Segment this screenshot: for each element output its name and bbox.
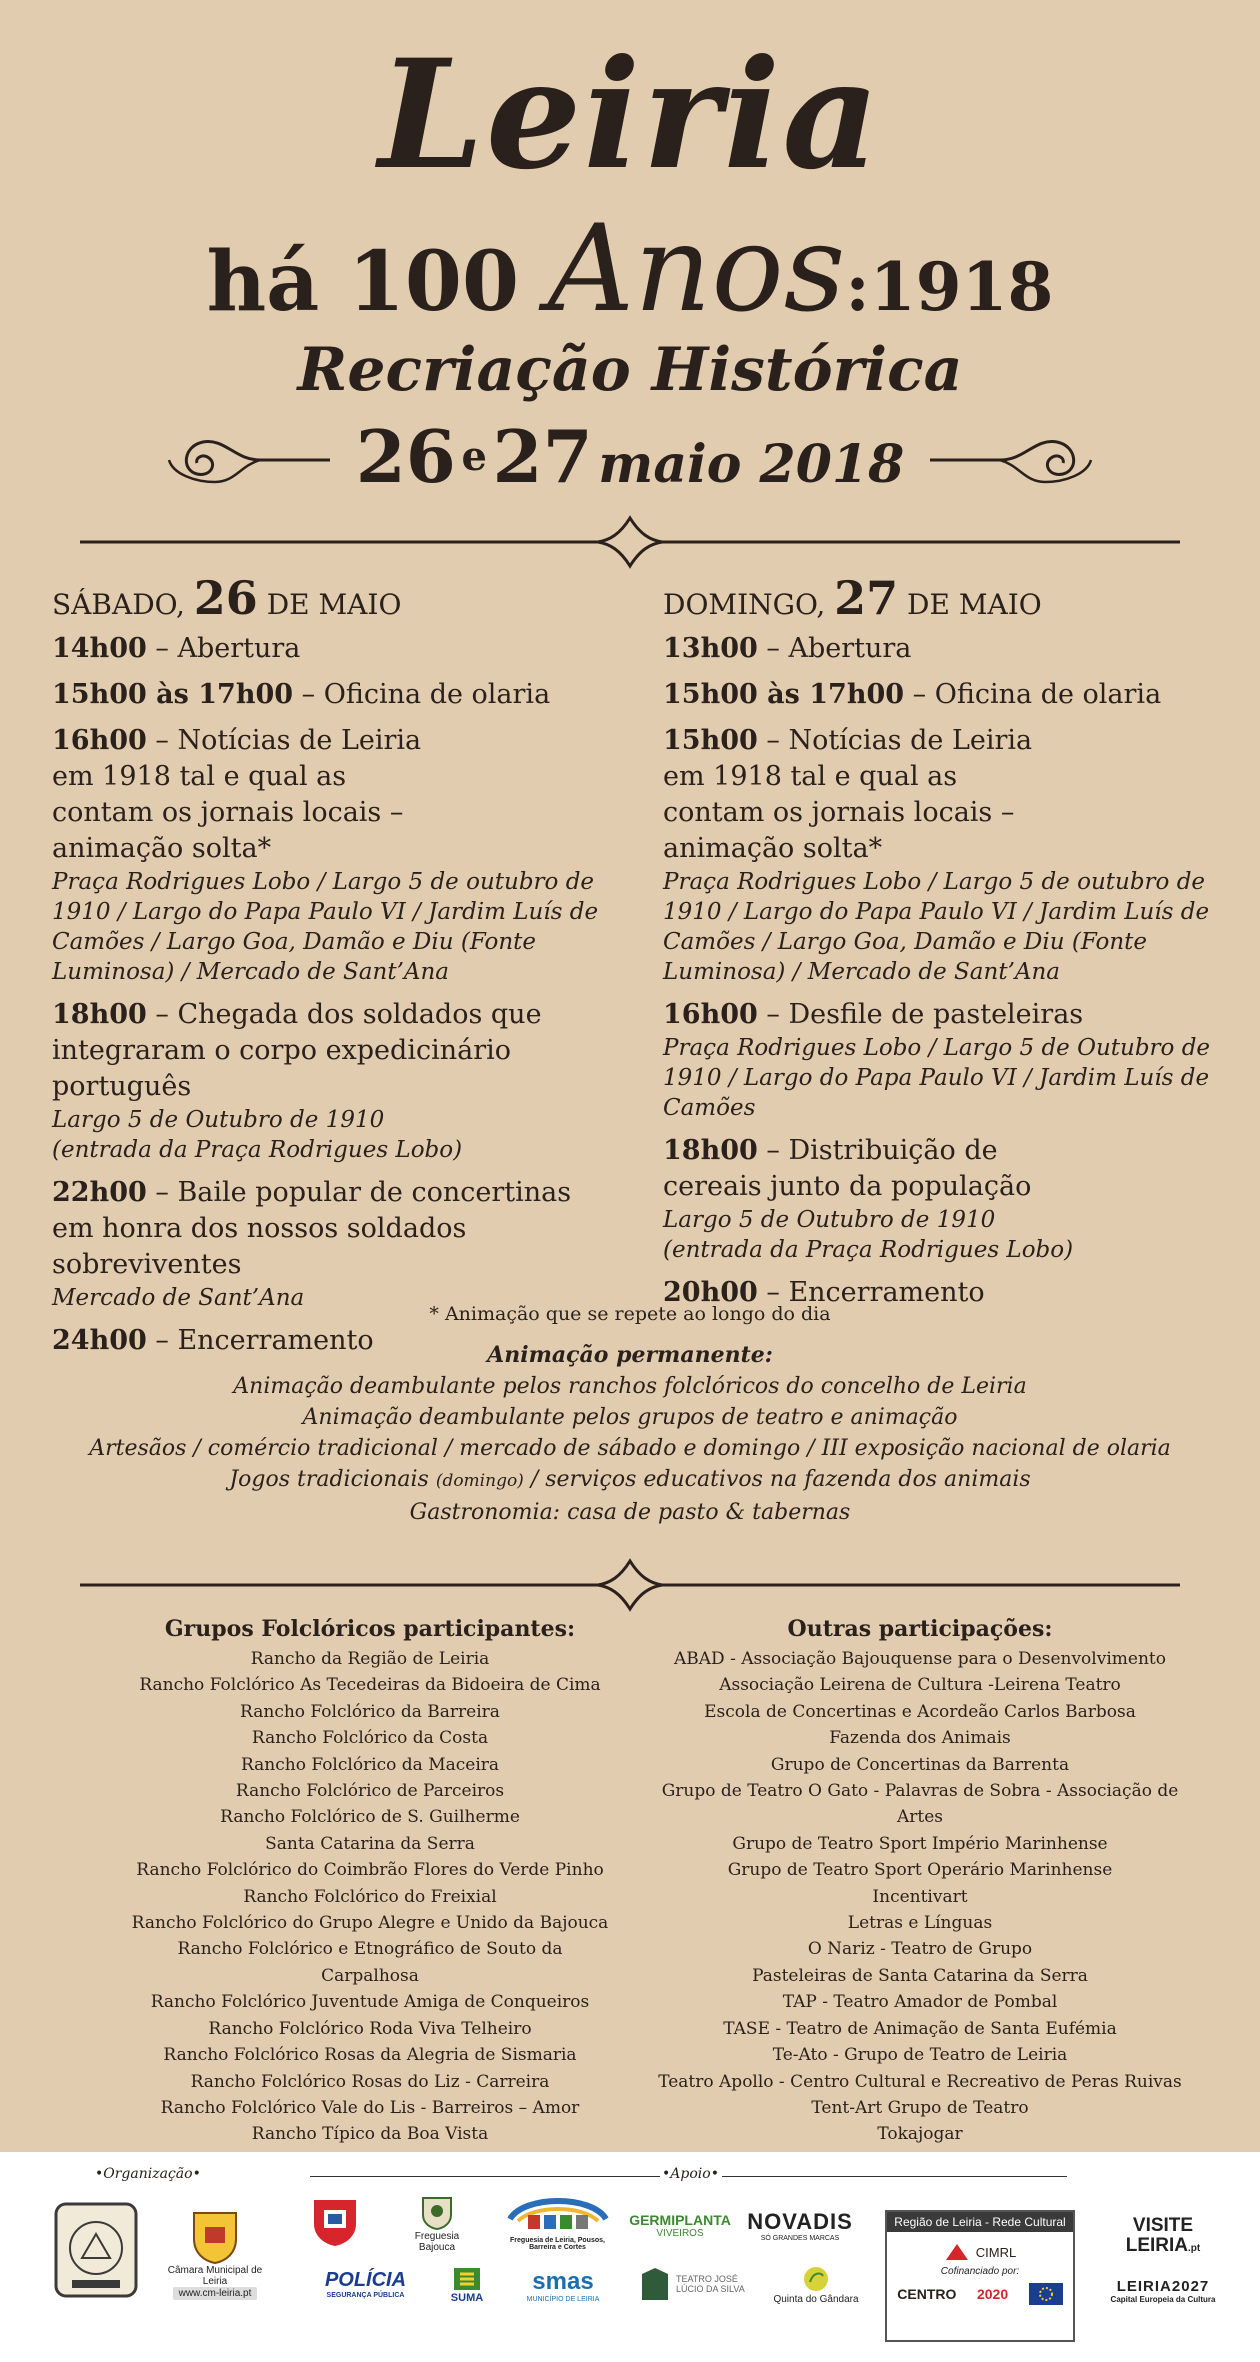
event-title: – Notícias de Leiria em 1918 tal e qual as contam os jornais locais – animação solta* [52,725,422,864]
event-time: 20h00 [663,1277,758,1308]
list-item: Teatro Apollo - Centro Cultural e Recreativo de Peras Ruivas [658,2071,1182,2092]
list-item: Santa Catarina da Serra [265,1833,475,1854]
event-location: Mercado de Sant’Ana [52,1285,305,1311]
germiplanta-logo: GERMIPLANTA VIVEIROS [629,2211,731,2239]
list-item: Tent-Art Grupo de Teatro [811,2097,1029,2118]
event-title: – Desfile de pasteleiras [757,999,1084,1030]
event-title: – Encerramento [757,1277,985,1308]
event-title: – Chegada dos soldados que integraram o corpo expedicinário português [52,999,542,1102]
date-day-2: 27 [492,414,593,499]
event-time: 18h00 [52,999,147,1030]
permanent-line: Jogos tradicionais (domingo) / serviços educativos na fazenda dos animais [229,1467,1031,1492]
eu-flag-icon [1029,2283,1063,2305]
schedule-item [52,997,612,1165]
uniao-freguesias-arc-icon [504,2191,612,2237]
folk-groups-list [130,1612,610,2148]
event-time: 18h00 [663,1135,758,1166]
saturday-suffix: DE MAIO [266,588,402,621]
organizacao-label: •Organização• [95,2166,201,2182]
sunday-suffix: DE MAIO [907,588,1042,621]
list-item: Rancho Típico da Boa Vista [251,2124,489,2145]
list-item: Rancho Folclórico Rosas do Liz - Carreira [190,2071,550,2092]
list-item: Tokajogar [877,2124,963,2145]
quinta-gandara-logo: Quinta do Gândara [770,2256,862,2312]
list-item: Grupo de Teatro Sport Império Marinhense [732,1833,1108,1854]
schedule-item [52,631,612,667]
sunday-day: 27 [834,571,899,625]
event-location: Largo 5 de Outubro de 1910 (entrada da Praça Rodrigues Lobo) [52,1107,463,1163]
other-participants-list [640,1612,1200,2148]
event-title: – Distribuição de cereais junto da população [663,1135,1032,1202]
title-year: :1918 [845,248,1054,326]
event-title: – Notícias de Leiria em 1918 tal e qual as contam os jornais locais – animação solta* [663,725,1033,864]
date-and: e [461,433,487,480]
list-item: Rancho Folclórico e Etnográfico de Souto da Carpalhosa [177,1939,563,1986]
uniao-freguesias-logo: Freguesia de Leiria, Pousos, Barreira e Cortes [500,2188,615,2254]
event-title: – Encerramento [146,1325,374,1356]
event-time: 13h00 [663,633,758,664]
teatro-building-icon [640,2266,670,2302]
schedule-item [663,997,1223,1123]
list-item: Incentivart [872,1886,968,1907]
saturday-heading [52,571,612,627]
event-time: 15h00 às 17h00 [52,679,294,710]
policia-logo: POLÍCIA SEGURANÇA PÚBLICA [324,2269,407,2299]
list-item: Grupo de Teatro Sport Operário Marinhense [727,1860,1113,1881]
event-time: 14h00 [52,633,147,664]
list-item: Rancho Folclórico Rosas da Alegria de Sismaria [163,2045,577,2066]
portugal-2020-logo: 2020 [976,2286,1009,2302]
freguesia-bajouca-logo: Freguesia Bajouca [396,2192,478,2256]
list-item: Fazenda dos Animais [829,1728,1011,1749]
event-location: Praça Rodrigues Lobo / Largo 5 de outubro de 1910 / Largo do Papa Paulo VI / Jardim Luís de Camões / Largo Goa, Damão e Diu (Fonte Luminosa) / Mercado de Sant’Ana [52,869,599,985]
list-item: Letras e Línguas [847,1913,993,1934]
title-anos: Anos [547,200,846,339]
schedule-item [663,1133,1223,1265]
camara-municipal-logo: Câmara Municipal de Leiria www.cm-leiria.pt [160,2202,270,2307]
apoio-label: •Apoio• [662,2166,719,2182]
sunday-column [663,571,1223,1321]
date-month-year: maio 2018 [598,434,905,495]
sunday-heading [663,571,1223,627]
schedule-item [663,723,1223,987]
event-location: Praça Rodrigues Lobo / Largo 5 de Outubro de 1910 / Largo do Papa Paulo VI / Jardim Luís de Camões [663,1035,1211,1121]
list-item: Rancho Folclórico As Tecedeiras da Bidoeira de Cima [139,1675,601,1696]
permanent-animation [0,1340,1260,1528]
divider-diamond-bottom [80,1555,1180,1615]
apoio-line-left [310,2176,660,2177]
coat-of-arms-icon [188,2209,242,2265]
saturday-day: 26 [193,571,258,625]
event-dates [0,412,1260,522]
date-day-1: 26 [355,414,456,499]
historical-seal-logo [52,2200,140,2300]
regiao-leiria-box: Região de Leiria - Rede Cultural CIMRL Cofinanciado por: CENTRO 2020 [885,2210,1075,2342]
leiria-shield-logo [310,2196,360,2248]
quinta-leaf-icon [801,2264,831,2294]
permanent-heading: Animação permanente: [487,1342,773,1368]
title-leiria: Leiria [378,27,882,203]
event-title: – Abertura [146,633,301,664]
saturday-column [52,571,612,1369]
title-recriacao: Recriação Histórica [297,335,963,405]
event-title: – Oficina de olaria [904,679,1162,710]
list-item: Grupo de Concertinas da Barrenta [770,1754,1070,1775]
teatro-jose-lucio-logo: TEATRO JOSÉ LÚCIO DA SILVA [636,2262,752,2306]
event-time: 22h00 [52,1177,147,1208]
sponsors-footer [0,2152,1260,2362]
list-item: TASE - Teatro de Animação de Santa Eufémia [723,2018,1117,2039]
event-time: 16h00 [663,999,758,1030]
event-location: Largo 5 de Outubro de 1910 (entrada da Praça Rodrigues Lobo) [663,1207,1074,1263]
list-item: Pasteleiras de Santa Catarina da Serra [752,1965,1088,1986]
bajouca-shield-icon [420,2195,454,2231]
list-item: Associação Leirena de Cultura -Leirena Teatro [719,1675,1121,1696]
event-time: 24h00 [52,1325,147,1356]
list-item: TAP - Teatro Amador de Pombal [782,1992,1058,2013]
divider-diamond-top [80,512,1180,572]
saturday-prefix: SÁBADO, [52,588,185,621]
list-item: Rancho da Região de Leiria [250,1649,490,1669]
smas-logo: smas MUNICÍPIO DE LEIRIA [526,2267,600,2303]
event-time: 15h00 às 17h00 [663,679,905,710]
list-item: Rancho Folclórico do Grupo Alegre e Unido da Bajouca [131,1913,609,1934]
leiria-2027-logo: LEIRIA2027 Capital Europeia da Cultura [1110,2278,1216,2304]
repeat-note: * Animação que se repete ao longo do dia [429,1303,831,1325]
visite-leiria-logo: VISITE LEIRIA.pt [1125,2214,1201,2256]
suma-icon [452,2266,482,2292]
list-item: Rancho Folclórico Juventude Amiga de Conqueiros [150,1992,590,2013]
permanent-line: Animação deambulante pelos ranchos folclóricos do concelho de Leiria [233,1374,1027,1399]
other-participants-heading: Outras participações: [787,1616,1053,1642]
event-time: 16h00 [52,725,147,756]
title-ha-100: há 100 [206,234,520,330]
event-title: – Abertura [757,633,912,664]
apoio-line-right [722,2176,1067,2177]
schedule-item [52,723,612,987]
event-title: – Oficina de olaria [293,679,551,710]
list-item: Rancho Folclórico do Freixial [243,1886,497,1907]
permanent-line: Artesãos / comércio tradicional / mercado de sábado e domingo / III exposição nacional de olaria [89,1436,1171,1461]
permanent-line: Gastronomia: casa de pasto & tabernas [409,1500,851,1525]
list-item: Rancho Folclórico da Barreira [240,1701,500,1722]
list-item: Rancho Folclórico da Costa [251,1728,489,1749]
list-item: Escola de Concertinas e Acordeão Carlos Barbosa [704,1701,1136,1722]
centro-logo: CENTRO [897,2286,957,2302]
list-item: Grupo de Teatro O Gato - Palavras de Sobra - Associação de Artes [661,1781,1179,1828]
novadis-logo: NOVADIS SÓ GRANDES MARCAS [747,2208,853,2242]
title-line2 [0,200,1260,339]
cimrl-icon [944,2242,970,2262]
list-item: Rancho Folclórico de S. Guilherme [220,1807,520,1828]
schedule-item [52,677,612,713]
folk-groups-heading: Grupos Folclóricos participantes: [164,1616,576,1642]
list-item: Rancho Folclórico da Maceira [240,1754,500,1775]
permanent-line: Animação deambulante pelos grupos de teatro e animação [302,1405,958,1430]
schedule-item [663,631,1223,667]
schedule-item [52,1175,612,1313]
event-time: 15h00 [663,725,758,756]
list-item: Rancho Folclórico Roda Viva Telheiro [208,2018,532,2039]
suma-logo: SUMA [440,2260,494,2310]
list-item: Te-Ato - Grupo de Teatro de Leiria [772,2045,1068,2066]
list-item: Rancho Folclórico Vale do Lis - Barreiros – Amor [160,2097,580,2118]
sunday-prefix: DOMINGO, [663,588,826,621]
list-item: O Nariz - Teatro de Grupo [807,1939,1033,1960]
list-item: Rancho Folclórico de Parceiros [235,1781,505,1802]
event-title: – Baile popular de concertinas em honra dos nossos soldados sobreviventes [52,1177,572,1280]
list-item: ABAD - Associação Bajouquense para o Desenvolvimento [674,1649,1166,1669]
list-item: Rancho Folclórico do Coimbrão Flores do Verde Pinho [136,1860,604,1881]
schedule-item [663,677,1223,713]
event-location: Praça Rodrigues Lobo / Largo 5 de outubro de 1910 / Largo do Papa Paulo VI / Jardim Luís de Camões / Largo Goa, Damão e Diu (Fonte Luminosa) / Mercado de Sant’Ana [663,869,1210,985]
